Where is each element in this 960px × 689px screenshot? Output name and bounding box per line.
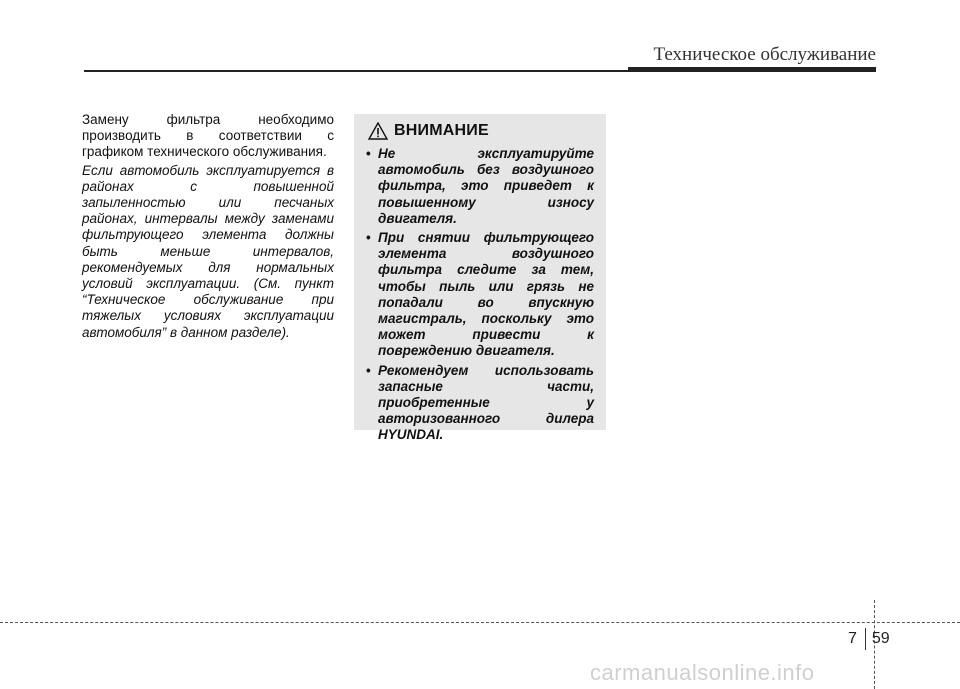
section-title: Техническое обслуживание xyxy=(653,44,876,65)
warning-item-genuine-parts: • Рекомендуем использовать запасные части, приобретенные у авторизованного дилера HYUNDAI. xyxy=(368,363,594,444)
page-number-value: 59 xyxy=(871,630,890,647)
warning-title: ВНИМАНИЕ xyxy=(394,122,489,139)
footer-dashed-line xyxy=(0,622,960,623)
warning-header xyxy=(368,122,594,140)
warning-list xyxy=(368,146,594,444)
warning-item-no-filter: • Не эксплуатируйте автомобиль без воздушного фильтра, это приведет к повышенному износу двигателя. xyxy=(368,146,594,227)
page-number xyxy=(848,624,890,654)
warning-item-dust-intake: • При снятии фильтрующего элемента воздушного фильтра следите за тем, чтобы пыль или грязь не попадали во впускную магистраль, поскольку это может привести к повреждению двигателя. xyxy=(368,230,594,360)
warning-triangle-icon xyxy=(368,122,388,140)
chapter-number: 7 xyxy=(848,630,857,647)
paragraph-replacement-schedule: Замену фильтра необходимо производить в соответствии с графиком технического обслуживания. xyxy=(82,112,334,160)
watermark: carmanualsonline.info xyxy=(590,660,815,685)
main-text-column xyxy=(82,112,334,343)
warning-box xyxy=(354,114,606,443)
paragraph-dusty-conditions: Если автомобиль эксплуатируется в районах с повышенной запыленностью или песчаных районах, интервалы между заменами фильтрующего элемента должны быть меньше интервалов, рекомендуемых для нормальных условий эксплуатации. (См. пункт “Техническое обслуживание при тяжелых условиях эксплуатации автомобиля” в данном разделе). xyxy=(82,162,334,340)
header-rule-accent xyxy=(628,67,876,72)
